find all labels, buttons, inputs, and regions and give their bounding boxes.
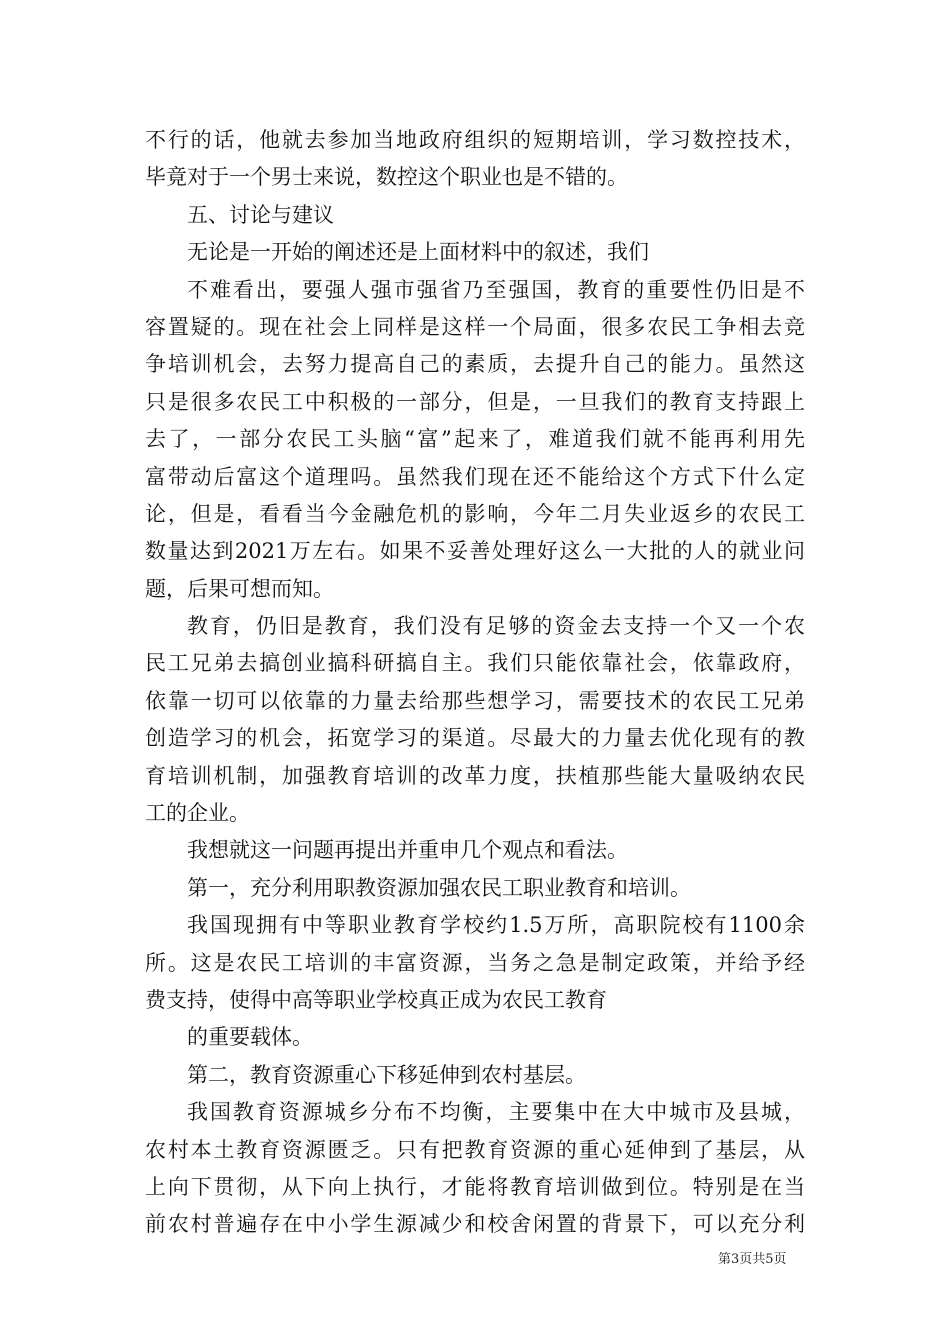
text-line: 的重要载体。 xyxy=(187,1025,313,1050)
text-line: 毕竟对于一个男士来说，数控这个职业也是不错的。 xyxy=(145,165,628,190)
text-line: 上向下贯彻，从下向上执行，才能将教育培训做到位。特别是在当 xyxy=(145,1174,805,1199)
text-line: 题，后果可想而知。 xyxy=(145,576,334,601)
section-heading: 五、讨论与建议 xyxy=(187,202,334,227)
text-line: 费支持，使得中高等职业学校真正成为农民工教育 xyxy=(145,987,607,1012)
text-line: 民工兄弟去搞创业搞科研搞自主。我们只能依靠社会，依靠政府， xyxy=(145,651,805,676)
text-line: 创造学习的机会，拓宽学习的渠道。尽最大的力量去优化现有的教 xyxy=(145,726,805,751)
section-heading: 第一，充分利用职教资源加强农民工职业教育和培训。 xyxy=(187,875,691,900)
text-line: 前农村普遍存在中小学生源减少和校舍闲置的背景下，可以充分利 xyxy=(145,1212,805,1237)
text-line: 不行的话，他就去参加当地政府组织的短期培训，学习数控技术， xyxy=(145,128,805,152)
text-line: 无论是一开始的阐述还是上面材料中的叙述，我们 xyxy=(187,240,649,265)
text-line: 我国现拥有中等职业教育学校约1.5万所，高职院校有1100余 xyxy=(187,913,805,938)
text-line: 我国教育资源城乡分布不均衡，主要集中在大中城市及县城， xyxy=(187,1100,805,1125)
text-line: 论，但是，看看当今金融危机的影响，今年二月失业返乡的农民工 xyxy=(145,501,805,526)
text-line: 育培训机制，加强教育培训的改革力度，扶植那些能大量吸纳农民 xyxy=(145,763,805,788)
text-line: 我想就这一问题再提出并重申几个观点和看法。 xyxy=(187,838,628,863)
text-line: 所。这是农民工培训的丰富资源，当务之急是制定政策，并给予经 xyxy=(145,950,805,975)
text-line: 教育，仍旧是教育，我们没有足够的资金去支持一个又一个农 xyxy=(187,614,805,639)
text-line: 去了，一部分农民工头脑“富”起来了，难道我们就不能再利用先 xyxy=(145,427,805,452)
text-line: 争培训机会，去努力提高自己的素质，去提升自己的能力。虽然这 xyxy=(145,352,805,377)
text-line: 依靠一切可以依靠的力量去给那些想学习，需要技术的农民工兄弟 xyxy=(145,688,805,713)
text-line: 不难看出，要强人强市强省乃至强国，教育的重要性仍旧是不 xyxy=(187,277,805,302)
page-number: 第3页共5页 xyxy=(718,1252,787,1267)
text-line: 工的企业。 xyxy=(145,801,250,826)
text-line: 容置疑的。现在社会上同样是这样一个局面，很多农民工争相去竞 xyxy=(145,314,805,339)
text-line: 只是很多农民工中积极的一部分，但是，一旦我们的教育支持跟上 xyxy=(145,389,805,414)
text-line: 富带动后富这个道理吗。虽然我们现在还不能给这个方式下什么定 xyxy=(145,464,805,489)
text-line: 数量达到2021万左右。如果不妥善处理好这么一大批的人的就业问 xyxy=(145,539,805,564)
document-body xyxy=(145,122,805,1244)
text-line: 农村本土教育资源匮乏。只有把教育资源的重心延伸到了基层，从 xyxy=(145,1137,805,1162)
section-heading: 第二，教育资源重心下移延伸到农村基层。 xyxy=(187,1062,586,1087)
